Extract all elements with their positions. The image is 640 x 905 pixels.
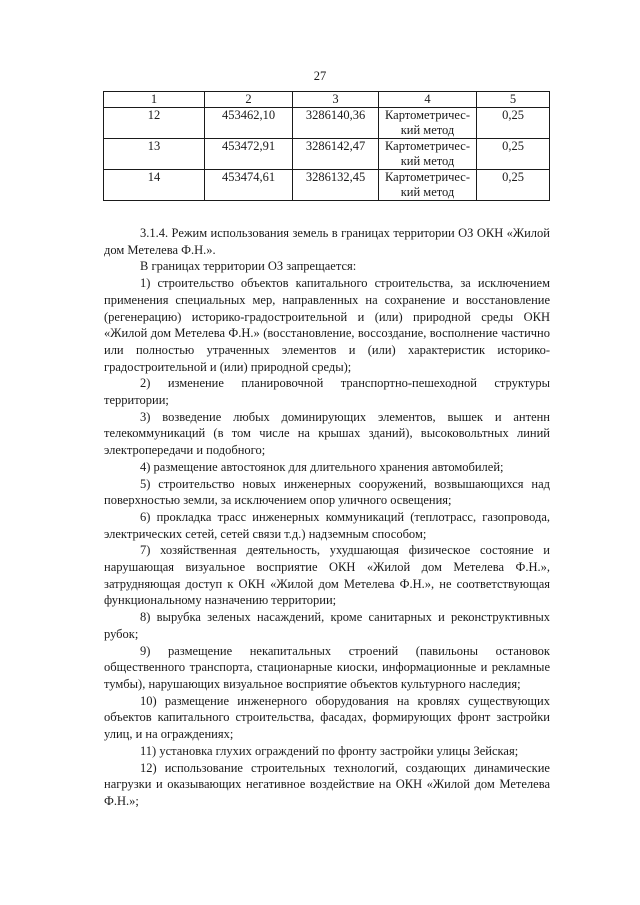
x-coordinate-cell: 453474,61: [205, 170, 293, 201]
header-cell-3: 3: [293, 92, 379, 108]
y-coordinate-cell: 3286132,45: [293, 170, 379, 201]
table-row: [104, 170, 550, 201]
accuracy-cell: 0,25: [477, 108, 550, 139]
header-cell-5: 5: [477, 92, 550, 108]
intro-paragraph: В границах территории ОЗ запрещается:: [140, 259, 357, 274]
document-body: [104, 225, 550, 810]
method-cell: Картометричес- кий метод: [379, 108, 477, 139]
x-coordinate-cell: 453472,91: [205, 139, 293, 170]
header-cell-4: 4: [379, 92, 477, 108]
accuracy-cell: 0,25: [477, 170, 550, 201]
page-number: 27: [313, 69, 327, 83]
list-item: 6) прокладка трасс инженерных коммуникаций (теплотрасс, газопровода, электрических сетей, сетей связи т.д.) надземным способом;: [104, 509, 550, 541]
list-item: 9) размещение некапитальных строений (павильоны остановок общественного транспорта, стационарные киоски, информационные и рекламные тумбы), нарушающих визуальное восприятие объектов культурного наследия;: [104, 643, 550, 691]
point-number-cell: 13: [104, 139, 205, 170]
header-cell-2: 2: [205, 92, 293, 108]
table-row: [104, 139, 550, 170]
list-item: 1) строительство объектов капитального строительства, за исключением применения специальных мер, направленных на сохранение и восстановление (регенерацию) историко-градостроительной и (или) природной среды ОКН «Жилой дом Метелева Ф.Н.» (восстановление, воссоздание, восполнение частично или полностью утраченных элементов и (или) характеристик историко-градостроительной и (или) природной среды);: [104, 276, 550, 374]
list-item: 3) возведение любых доминирующих элементов, вышек и антенн телекоммуникаций (в том числе на крышах зданий), высоковольтных линий электропередачи и подобного;: [104, 409, 550, 458]
y-coordinate-cell: 3286140,36: [293, 108, 379, 139]
accuracy-cell: 0,25: [477, 139, 550, 170]
table-header-row: [104, 92, 550, 108]
header-cell-1: 1: [104, 92, 205, 108]
coordinates-table: [103, 91, 550, 201]
y-coordinate-cell: 3286142,47: [293, 139, 379, 170]
x-coordinate-cell: 453462,10: [205, 108, 293, 139]
point-number-cell: 14: [104, 170, 205, 201]
list-item: 5) строительство новых инженерных сооружений, возвышающихся над поверхностью земли, за исключением опор уличного освещения;: [104, 476, 550, 508]
list-item: 8) вырубка зеленых насаждений, кроме санитарных и реконструктивных рубок;: [104, 610, 550, 641]
method-cell: Картометричес- кий метод: [379, 139, 477, 170]
point-number-cell: 12: [104, 108, 205, 139]
list-item: 7) хозяйственная деятельность, ухудшающая физическое состояние и нарушающая визуальное восприятие ОКН «Жилой дом Метелева Ф.Н.», затрудняющая доступ к ОКН «Жилой дом Метелева Ф.Н.», не соответствующая функциональному назначению территории;: [104, 543, 550, 608]
section-heading: 3.1.4. Режим использования земель в границах территории ОЗ ОКН «Жилой дом Метелева Ф.Н.».: [104, 226, 550, 257]
method-cell: Картометричес- кий метод: [379, 170, 477, 201]
list-item: 10) размещение инженерного оборудования на кровлях существующих объектов капитального строительства, фасадах, формирующих фронт застройки улиц, и на ограждениях;: [104, 693, 550, 742]
list-item: 4) размещение автостоянок для длительного хранения автомобилей;: [140, 459, 504, 474]
table-row: [104, 108, 550, 139]
list-item: 2) изменение планировочной транспортно-пешеходной структуры территории;: [104, 376, 550, 408]
list-item: 11) установка глухих ограждений по фронту застройки улицы Зейская;: [140, 743, 519, 758]
list-item: 12) использование строительных технологий, создающих динамические нагрузки и оказывающих негативное воздействие на ОКН «Жилой дом Метелева Ф.Н.»;: [104, 760, 550, 808]
